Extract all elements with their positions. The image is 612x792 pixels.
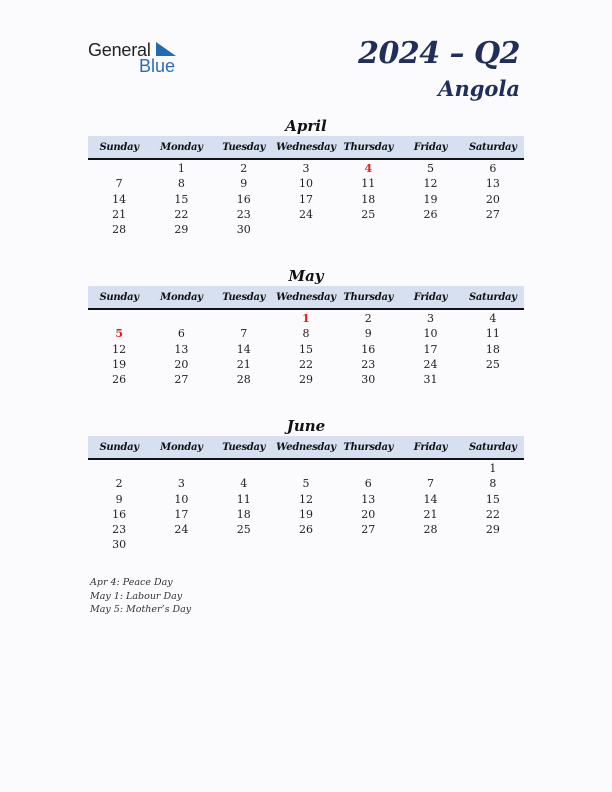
weekday-label: Tuesday <box>222 441 266 453</box>
empty-day-cell <box>150 311 212 326</box>
day-cell: 25 <box>485 357 500 371</box>
weekday-label: Monday <box>160 291 203 303</box>
empty-day-cell <box>213 461 275 476</box>
weekday-label: Sunday <box>99 291 139 303</box>
day-cell: 12 <box>423 177 438 191</box>
day-cell: 14 <box>423 492 438 506</box>
week-row <box>88 342 524 357</box>
day-cell: 22 <box>485 507 500 521</box>
day-cell: 26 <box>112 373 127 387</box>
day-cell: 27 <box>485 207 500 221</box>
empty-day-cell <box>275 537 337 552</box>
week-row <box>88 537 524 552</box>
empty-day-cell <box>150 537 212 552</box>
weekday-label: Tuesday <box>222 141 266 153</box>
logo-general-text: General <box>88 40 151 60</box>
day-cell: 28 <box>112 223 127 237</box>
day-cell: 25 <box>236 523 251 537</box>
week-row <box>88 372 524 387</box>
weekday-label: Sunday <box>99 441 139 453</box>
day-cell: 7 <box>115 177 123 191</box>
weekday-label: Friday <box>413 141 448 153</box>
day-cell: 16 <box>236 192 251 206</box>
day-cell: 8 <box>177 177 185 191</box>
day-cell: 20 <box>485 192 500 206</box>
day-cell: 23 <box>361 357 376 371</box>
day-cell: 29 <box>485 523 500 537</box>
day-cell: 23 <box>112 523 127 537</box>
day-cell: 13 <box>174 342 189 356</box>
day-cell: 13 <box>485 177 500 191</box>
day-cell: 30 <box>361 373 376 387</box>
empty-day-cell <box>213 537 275 552</box>
logo <box>88 40 188 76</box>
month-june <box>88 416 524 553</box>
empty-day-cell <box>275 222 337 237</box>
day-cell: 12 <box>112 342 127 356</box>
week-row <box>88 222 524 237</box>
empty-day-cell <box>213 311 275 326</box>
day-cell: 2 <box>364 312 372 325</box>
weeks <box>88 310 524 387</box>
empty-day-cell <box>337 537 399 552</box>
day-cell: 10 <box>423 327 438 341</box>
day-cell: 1 <box>489 462 497 475</box>
week-row <box>88 176 524 191</box>
day-cell: 17 <box>174 507 189 521</box>
weekday-header <box>88 436 524 460</box>
empty-day-cell <box>399 461 461 476</box>
month-may <box>88 266 524 387</box>
day-cell: 23 <box>236 207 251 221</box>
weekday-label: Wednesday <box>276 441 336 453</box>
weekday-label: Tuesday <box>222 291 266 303</box>
weekday-label: Friday <box>413 441 448 453</box>
day-cell: 1 <box>177 162 185 175</box>
day-cell: 30 <box>236 223 251 237</box>
page-subtitle: Angola <box>438 76 520 101</box>
day-cell: 14 <box>236 342 251 356</box>
month-name: April <box>285 117 327 135</box>
day-cell: 19 <box>112 357 127 371</box>
day-cell: 6 <box>364 477 372 491</box>
day-cell: 7 <box>427 477 435 491</box>
day-cell: 27 <box>174 373 189 387</box>
day-cell: 4 <box>489 312 497 325</box>
week-row <box>88 522 524 537</box>
day-cell: 17 <box>423 342 438 356</box>
weekday-header <box>88 136 524 160</box>
day-cell: 10 <box>298 177 313 191</box>
empty-day-cell <box>462 222 524 237</box>
day-cell: 15 <box>298 342 313 356</box>
week-row <box>88 311 524 326</box>
day-cell: 30 <box>112 538 127 552</box>
day-cell: 15 <box>485 492 500 506</box>
day-cell: 25 <box>361 207 376 221</box>
day-cell: 24 <box>298 207 313 221</box>
empty-day-cell <box>399 222 461 237</box>
empty-day-cell <box>337 222 399 237</box>
day-cell: 2 <box>115 477 123 491</box>
month-april <box>88 116 524 237</box>
empty-day-cell <box>399 537 461 552</box>
day-cell: 4 <box>364 162 373 175</box>
day-cell: 6 <box>177 327 185 341</box>
week-row <box>88 476 524 491</box>
day-cell: 13 <box>361 492 376 506</box>
day-cell: 11 <box>485 327 500 341</box>
day-cell: 17 <box>298 192 313 206</box>
day-cell: 14 <box>112 192 127 206</box>
day-cell: 24 <box>174 523 189 537</box>
day-cell: 9 <box>115 492 123 506</box>
day-cell: 11 <box>361 177 376 191</box>
day-cell: 19 <box>298 507 313 521</box>
month-name: May <box>288 267 324 285</box>
day-cell: 5 <box>115 327 123 341</box>
empty-day-cell <box>88 161 150 176</box>
day-cell: 27 <box>361 523 376 537</box>
day-cell: 16 <box>361 342 376 356</box>
day-cell: 16 <box>112 507 127 521</box>
weekday-label: Thursday <box>343 441 394 453</box>
day-cell: 28 <box>236 373 251 387</box>
day-cell: 20 <box>174 357 189 371</box>
day-cell: 24 <box>423 357 438 371</box>
day-cell: 28 <box>423 523 438 537</box>
week-row <box>88 207 524 222</box>
logo-flag-icon <box>156 42 176 56</box>
day-cell: 3 <box>177 477 185 491</box>
day-cell: 29 <box>174 223 189 237</box>
day-cell: 18 <box>236 507 251 521</box>
weekday-label: Thursday <box>343 141 394 153</box>
day-cell: 2 <box>240 162 248 175</box>
day-cell: 21 <box>423 507 438 521</box>
day-cell: 7 <box>240 327 248 341</box>
day-cell: 3 <box>302 162 310 175</box>
day-cell: 20 <box>361 507 376 521</box>
weekday-label: Monday <box>160 141 203 153</box>
week-row <box>88 492 524 507</box>
day-cell: 3 <box>427 312 435 325</box>
week-row <box>88 192 524 207</box>
day-cell: 10 <box>174 492 189 506</box>
weekday-label: Wednesday <box>276 291 336 303</box>
day-cell: 29 <box>298 373 313 387</box>
day-cell: 5 <box>302 477 310 491</box>
day-cell: 15 <box>174 192 189 206</box>
day-cell: 18 <box>485 342 500 356</box>
day-cell: 18 <box>361 192 376 206</box>
day-cell: 9 <box>240 177 248 191</box>
weekday-label: Saturday <box>468 441 517 453</box>
day-cell: 5 <box>427 162 435 175</box>
empty-day-cell <box>462 537 524 552</box>
day-cell: 12 <box>298 492 313 506</box>
empty-day-cell <box>150 461 212 476</box>
weekday-label: Wednesday <box>276 141 336 153</box>
holiday-note: May 5: Mother’s Day <box>90 604 192 615</box>
week-row <box>88 507 524 522</box>
day-cell: 21 <box>236 357 251 371</box>
day-cell: 4 <box>240 477 248 491</box>
day-cell: 26 <box>423 207 438 221</box>
holiday-note: May 1: Labour Day <box>90 590 183 602</box>
day-cell: 1 <box>302 312 310 325</box>
day-cell: 21 <box>112 207 127 221</box>
week-row <box>88 461 524 476</box>
day-cell: 8 <box>302 327 310 341</box>
weekday-label: Thursday <box>343 291 394 303</box>
day-cell: 26 <box>298 523 313 537</box>
day-cell: 6 <box>489 162 497 175</box>
empty-day-cell <box>88 461 150 476</box>
month-name: June <box>286 417 326 435</box>
empty-day-cell <box>337 461 399 476</box>
empty-day-cell <box>88 311 150 326</box>
weekday-label: Monday <box>160 441 203 453</box>
weekday-label: Sunday <box>99 141 139 153</box>
day-cell: 9 <box>364 327 372 341</box>
day-cell: 31 <box>423 373 438 387</box>
day-cell: 8 <box>489 477 497 491</box>
logo-blue-text: Blue <box>139 56 176 76</box>
weekday-label: Friday <box>413 291 448 303</box>
day-cell: 19 <box>423 192 438 206</box>
day-cell: 22 <box>298 357 313 371</box>
weeks <box>88 160 524 237</box>
empty-day-cell <box>462 372 524 387</box>
holiday-note: Apr 4: Peace Day <box>90 577 173 588</box>
week-row <box>88 357 524 372</box>
day-cell: 22 <box>174 207 189 221</box>
weekday-header <box>88 286 524 310</box>
weeks <box>88 460 524 553</box>
holiday-notes <box>90 576 191 617</box>
week-row <box>88 326 524 341</box>
weekday-label: Saturday <box>468 141 517 153</box>
weekday-label: Saturday <box>468 291 517 303</box>
day-cell: 11 <box>236 492 251 506</box>
empty-day-cell <box>275 461 337 476</box>
page-title: 2024 – Q2 <box>358 36 520 71</box>
week-row <box>88 161 524 176</box>
